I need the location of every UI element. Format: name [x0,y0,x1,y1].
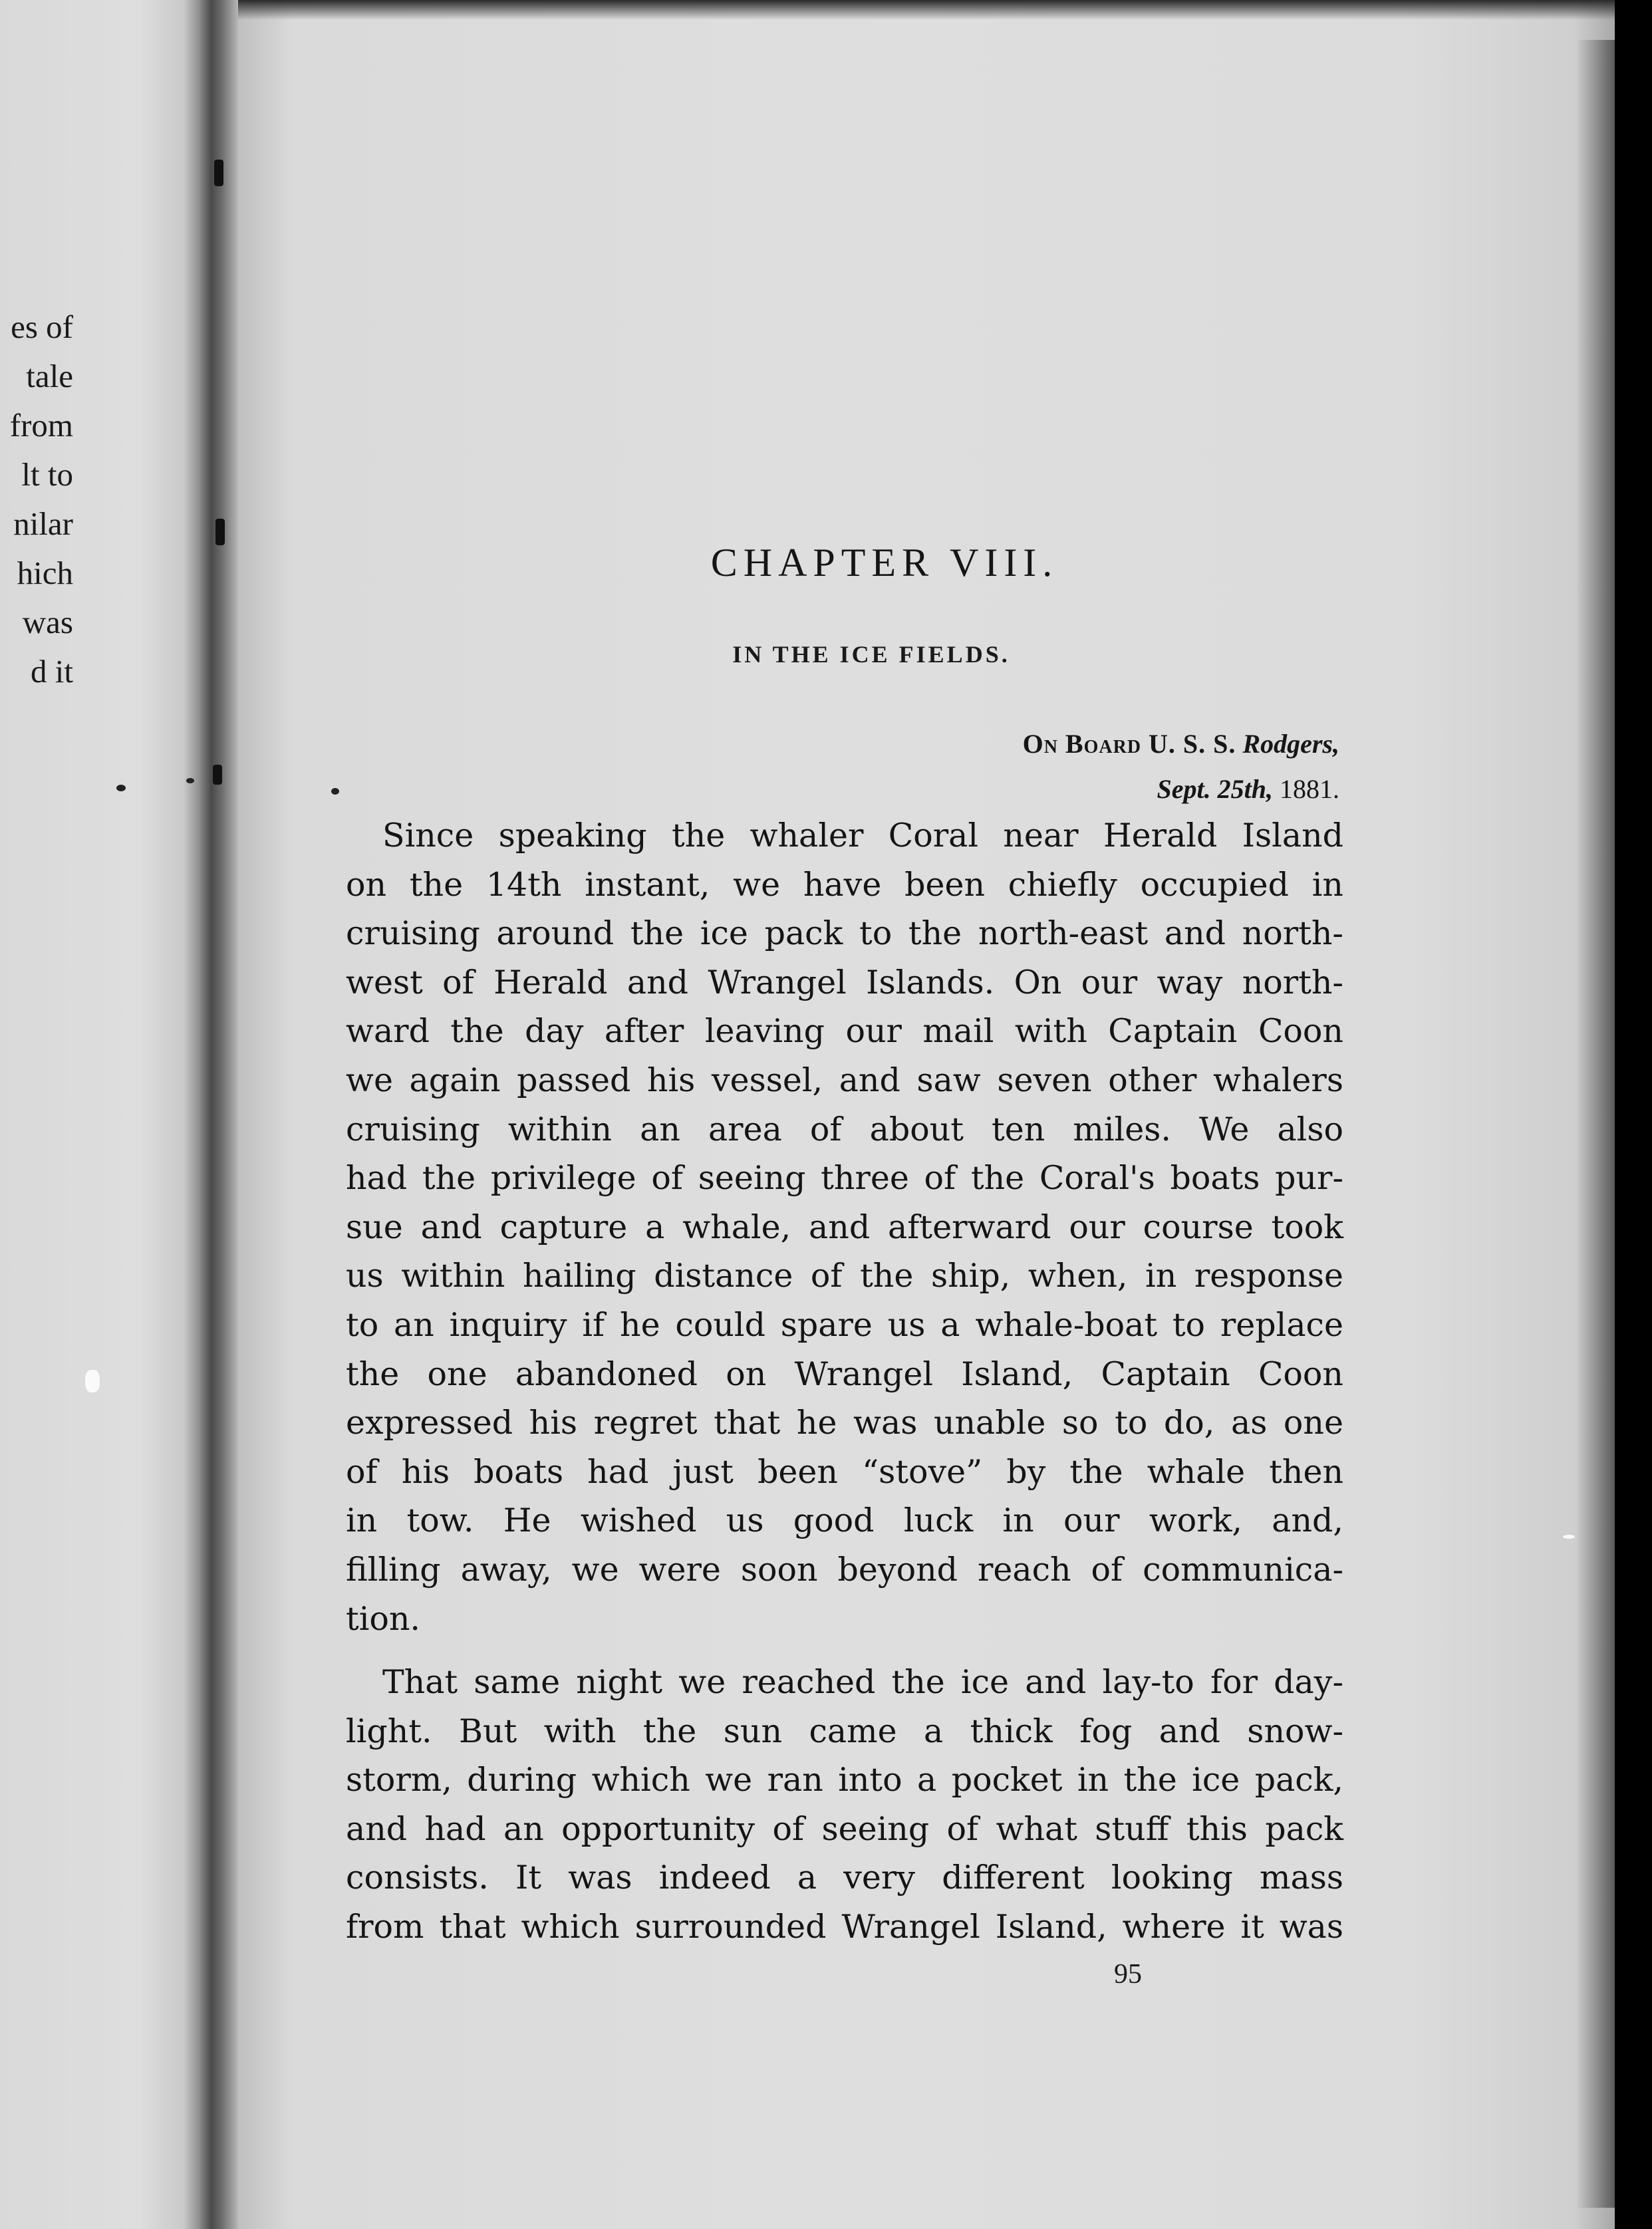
text-line: consists. It was indeed a very different looking mass [346,1859,1343,1897]
text-line: Since speaking the whaler Coral near Herald Island [382,817,1343,854]
text-line: filling away, we were soon beyond reach of communica- [346,1550,1343,1589]
top-edge-shadow [238,0,1615,20]
body-text [346,811,1343,1952]
text-line: to an inquiry if he could spare us a whale-boat to replace [346,1305,1343,1344]
left-fragment: lt to [21,456,73,493]
left-fragment: es of [11,309,73,345]
text-line: west of Herald and Wrangel Islands. On our way north- [346,963,1343,1001]
left-fragment: d it [31,653,73,690]
binding-mark [214,160,223,186]
dateline-ship-name: Rodgers, [1242,729,1339,759]
left-fragment: nilar [13,505,73,542]
left-fragment: tale [26,358,73,394]
text-line: in tow. He wished us good luck in our work, and, [346,1502,1343,1540]
text-line: tion. [346,1599,420,1638]
text-line: us within hailing distance of the ship, when, in response [346,1257,1343,1295]
scan-speck [1563,1535,1575,1539]
chapter-subtitle: IN THE ICE FIELDS. [732,641,1010,668]
text-line: sue and capture a whale, and afterward our course took [346,1208,1343,1246]
text-line: and had an opportunity of seeing of what stuff this pack [346,1809,1343,1848]
scan-speck [186,778,194,783]
book-gutter [200,0,239,2229]
dateline-date: Sept. 25th, [1157,774,1273,804]
text-line: of his boats had just been “stove” by the whale then [346,1452,1343,1491]
text-line: had the privilege of seeing three of the Coral's boats pur- [346,1159,1343,1198]
text-line: cruising around the ice pack to the north-east and north- [346,914,1343,953]
dateline-year: 1881. [1280,774,1339,804]
text-line: from that which surrounded Wrangel Island, where it was [346,1908,1343,1946]
left-page-text-fragments [0,303,73,696]
page-edge-shadow [1578,40,1615,2208]
text-line: cruising within an area of about ten miles. We also [346,1110,1343,1148]
text-line: we again passed his vessel, and saw seven other whalers [346,1061,1343,1099]
text-line: That same night we reached the ice and lay-to for day- [382,1663,1343,1702]
paragraph-1 [346,811,1343,1643]
dateline [1023,721,1339,812]
text-line: on the 14th instant, we have been chiefly occupied in [346,865,1343,904]
chapter-heading: CHAPTER VIII. [710,541,1059,585]
text-line: light. But with the sun came a thick fog and snow- [346,1712,1343,1750]
left-facing-page [0,0,200,2229]
scan-speck [116,785,126,791]
text-line: storm, during which we ran into a pocket in the ice pack, [346,1761,1343,1799]
text-line: expressed his regret that he was unable so to do, as one [346,1404,1343,1442]
scan-speck [85,1370,100,1392]
dateline-prefix: On Board U. S. S. [1022,729,1236,759]
binding-mark [213,765,222,785]
left-fragment: was [22,604,73,640]
dateline-line-1 [1023,721,1339,767]
page-number: 95 [1114,1959,1142,1990]
text-line: the one abandoned on Wrangel Island, Captain Coon [346,1355,1343,1393]
left-fragment: hich [17,555,73,591]
dateline-line-2 [1023,767,1339,812]
scan-speck [331,788,339,795]
paragraph-2 [346,1658,1343,1952]
text-line: ward the day after leaving our mail with Captain Coon [346,1012,1343,1051]
binding-mark [215,519,225,545]
left-fragment: from [9,407,73,444]
